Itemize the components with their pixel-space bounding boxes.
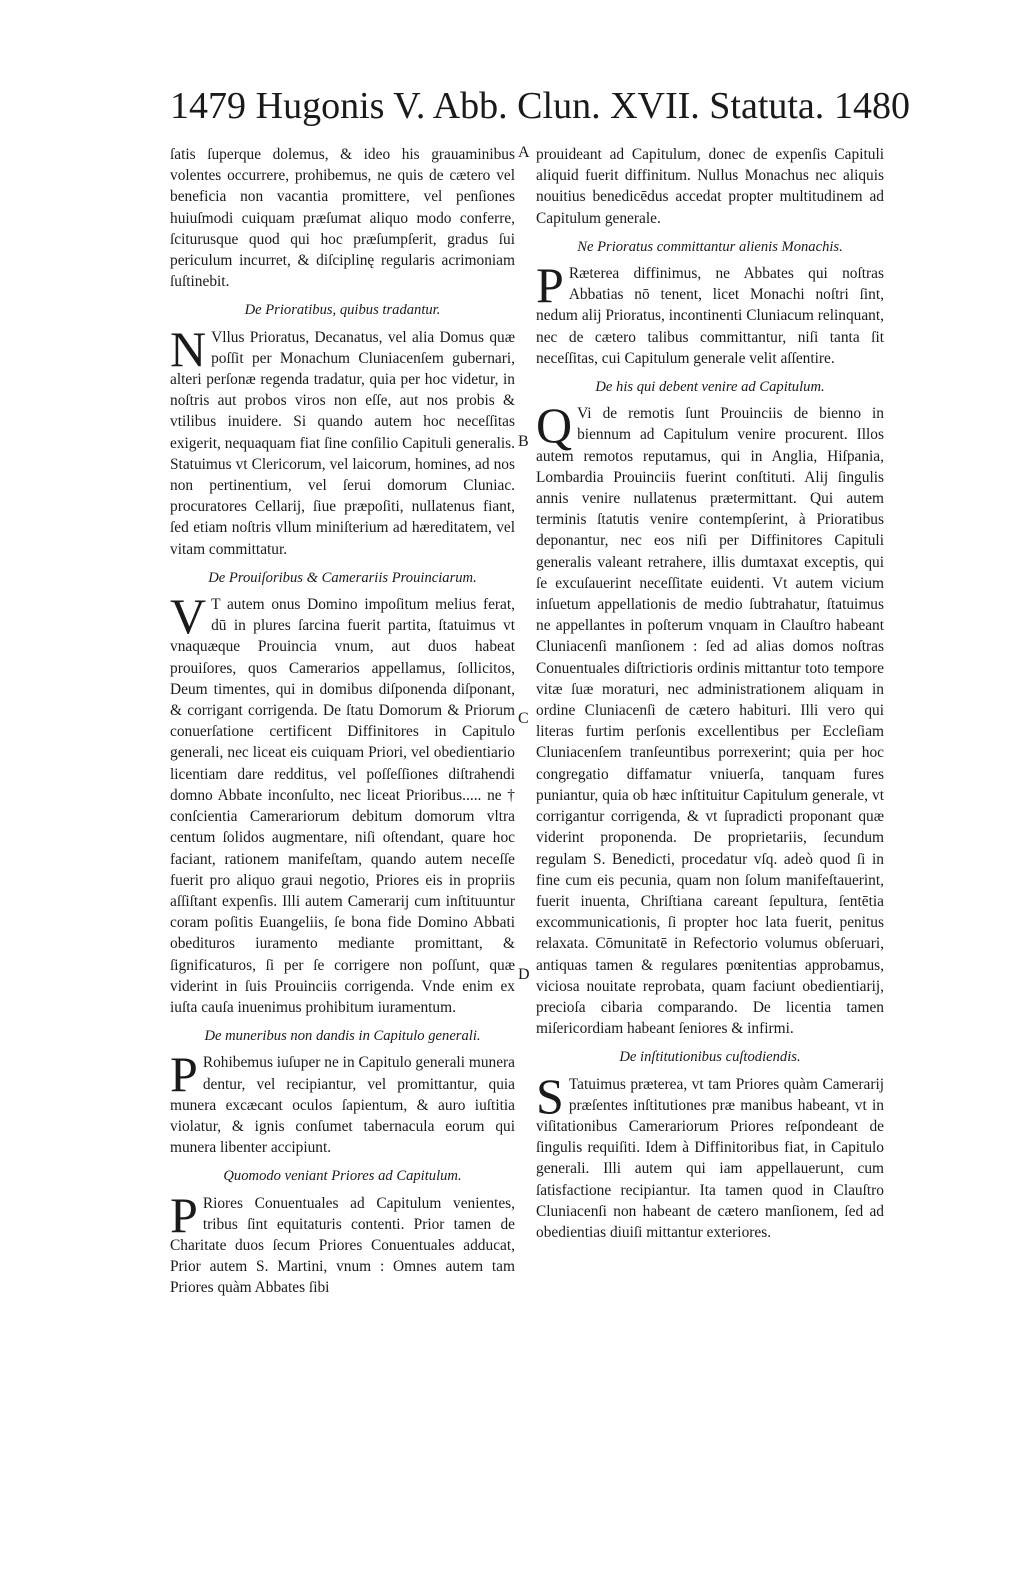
paragraph-text: Ræterea diffinimus, ne Abbates qui noſtras Abbatias nō tenent, licet Monachi noſtri ſint, nedum alij Prioratus, incontinenti Cluniacum relinquant, nec de cætero talibus committantur, niſi tanta ſit neceſſitas, cui Capitulum generale velit aſſentire.	[536, 265, 884, 367]
page-header	[170, 84, 910, 134]
running-title: Hugonis V. Abb. Clun. XVII. Statuta.	[255, 85, 825, 127]
page-number-right: 1480	[834, 85, 910, 127]
paragraph-text: Riores Conuentuales ad Capitulum venientes, tribus ſint equitaturis contenti. Prior tamen de Charitate duos ſecum Priores Conuentuales adducat, Prior autem S. Martini, vnum : Omnes autem tam Priores quàm Abbates ſibi	[170, 1194, 515, 1297]
paragraph-text: T autem onus Domino impoſitum melius ferat, dū in plures ſarcina fuerit partita, ſtatuimus vt vnaquæque Prouincia vnum, aut duos habeat prouiſores, quos Camerarios appellamus, ſollicitos, Deum timentes, qui in domibus diſponenda diſponant, & corrigant corrigenda. De ſtatu Domorum & Priorum conuerſatione certificent Diffinitores in Capitulo generali, nec liceat eis cuiquam Priori, vel obedientiario licentiam dare redditus, vel poſſeſſiones diſtrahendi domno Abbate inconſulto, nec liceat Prioribus..... ne † conſcientia Camerariorum debitum domorum vltra centum ſolidos augmentare, niſi oſtendant, quare hoc faciant, rationem manifeſtam, quando autem neceſſe fuerit pro aliquo graui negotio, Priores eis in propriis aſſiſtant expenſis. Illi autem Camerarij cum inſtituuntur coram poſitis Euangeliis, ſe bona fide Domino Abbati obedituros iuramento mediante promittant, & ſignificaturos, ſi per ſe corrigere non poſſunt, quæ viderint in ſuis Prouinciis corrigenda. Vnde enim ex iuſta cauſa inuenimus prohibitum iuramentum.	[170, 596, 515, 1016]
section-heading: De Prouiſoribus & Camerariis Prouinciarum.	[208, 569, 477, 586]
paragraph-text: Rohibemus iuſuper ne in Capitulo generali munera dentur, vel recipiantur, vel promittantur, quia munera excæcant oculos ſapientum, & auro iuſtitia violatur, & ignis conſumet tabernacula eorum qui munera libenter accipiunt.	[170, 1054, 515, 1157]
drop-cap: P	[170, 1046, 198, 1103]
section-heading: De his qui debent venire ad Capitulum.	[595, 379, 825, 396]
paragraph-text: Vi de remotis ſunt Prouinciis de bienno in biennum ad Capitulum venire procurent. Illos autem remotos reputamus, qui in Anglia, Hiſpania, Lombardia Prouinciis fuerint conſtituti. Alij ſingulis annis venire nullatenus prætermittant. Qui autem terminis ſtatutis venire contempſerint, à Prioratibus deponantur, nec eos niſi per Diffinitores Capituli generalis valeant retrahere, illis dumtaxat exceptis, qui ſe excuſauerint neceſſitate euidenti. Vt autem vicium inſuetum appellationis de medio ſubtrahatur, ſtatuimus ne appellantes in poſterum vnquam in Clauſtro habeant Cluniacenſi manſionem : ſed ad alias domos noſtras Conuentuales diſtrictioris ordinis mittantur toto tempore vitæ ſuæ moraturi, nec administrationem aliquam in ordine Cluniacenſi de cætero habituri. Illi vero qui literas furtim perſonis excellentibus per Eccleſiam Cluniacenſem tranſeuntibus porrexerint; quia per hoc congregatio diffamatur vniuerſa, tanquam fures puniantur, quia ob hæc inſtituitur Capitulum generale, vt corrigantur corrigenda, & vt ſupradicti proponant quæ viderint proponenda. De proprietariis, ſecundum regulam S. Benedicti, procedatur vſq. adeò quod ſi in fine cum eis pecunia, quam non ſolum manifeſtauerint, fuerit inuenta, Chriſtiana careant ſepultura, ſentētia excommunicationis, ſi propter hoc lata fuerit, penitus relaxata. Cōmunitatē in Refectorio volumus obſeruari, antiquas tamen & regulares pœnitentias approbamus, viciosa nouitate reprobata, quam faciunt obedientiarij, precioſa cibaria comparando. De licentia tamen miſericordiam habeant ſeniores & infirmi.	[536, 405, 884, 1038]
section-heading: Ne Prioratus committantur alienis Monachis.	[577, 238, 843, 255]
paragraph: prouideant ad Capitulum, donec de expenſis Capituli aliquid fuerit diffinitum. Nullus Monachus nec aliquis nouitius benedicēdus accedat propter multitudinem ad Capitulum generale.	[536, 146, 884, 227]
drop-cap: Q	[536, 397, 573, 454]
margin-letter-b: B	[518, 433, 529, 450]
paragraph	[536, 1067, 884, 1244]
paragraph	[170, 1186, 515, 1299]
section-heading: De inſtitutionibus cuſtodiendis.	[619, 1049, 801, 1066]
drop-cap: P	[170, 1186, 198, 1243]
paragraph	[170, 1046, 515, 1158]
section-heading: De muneribus non dandis in Capitulo generali.	[204, 1028, 481, 1045]
paragraph-text: Vllus Prioratus, Decanatus, vel alia Domus quæ poſſit per Monachum Cluniacenſem gubernari, alteri perſonæ regenda tradatur, quia per hoc videtur, in noſtris aut probos viros non eſſe, aut nos probis & vtilibus inuidere. Si quando autem hoc neceſſitas exigerit, nequaquam fiat ſine conſilio Capituli generalis. Statuimus vt Clericorum, vel laicorum, homines, ad nos non pertinentium, vel ſerui domorum Cluniac. procuratores Cellarij, ſiue præpoſiti, nullatenus fiant, ſed etiam noſtris vllum miniſterium ad hæreditatem, vel vitam committatur.	[170, 328, 515, 558]
margin-letter-c: C	[518, 710, 529, 727]
section-heading: De Prioratibus, quibus tradantur.	[244, 302, 441, 319]
section-heading: Quomodo veniant Priores ad Capitulum.	[223, 1168, 462, 1185]
right-column	[536, 144, 884, 1243]
paragraph: ſatis ſuperque dolemus, & ideo his grauaminibus volentes occurrere, prohibemus, ne quis de cætero vel beneficia non vacantia promittere, vel penſiones huiuſmodi cuiquam præſumat aliquo modo conferre, ſciturusque quod qui hoc præſumpſerit, gradus ſui periculum incurret, & diſciplinę regularis acrimoniam ſuſtinebit.	[170, 146, 515, 291]
margin-letter-a: A	[518, 144, 530, 161]
margin-letter-d: D	[518, 966, 530, 983]
paragraph	[170, 320, 515, 560]
page-number-left: 1479	[170, 85, 246, 127]
paragraph	[170, 588, 515, 1018]
left-column	[170, 144, 515, 1299]
drop-cap: S	[536, 1067, 564, 1124]
drop-cap: V	[170, 588, 207, 645]
drop-cap: N	[170, 320, 207, 377]
paragraph-text: Tatuimus præterea, vt tam Priores quàm Camerarij præſentes inſtitutiones præ manibus habeant, vt in viſitationibus Camerariorum Priores reſpondeant de ſingulis requiſiti. Idem à Diffinitoribus fiat, in Capitulo generali. Illi autem qui iam appellauerunt, cum ſatisfactione recipiantur. Ita tamen quod in Clauſtro Cluniacenſi non habeant de cætero manſionem, ſed ad obedientias diuiſi mittantur exteriores.	[536, 1075, 884, 1241]
drop-cap: P	[536, 257, 564, 314]
paragraph	[536, 397, 884, 1039]
paragraph	[536, 257, 884, 369]
